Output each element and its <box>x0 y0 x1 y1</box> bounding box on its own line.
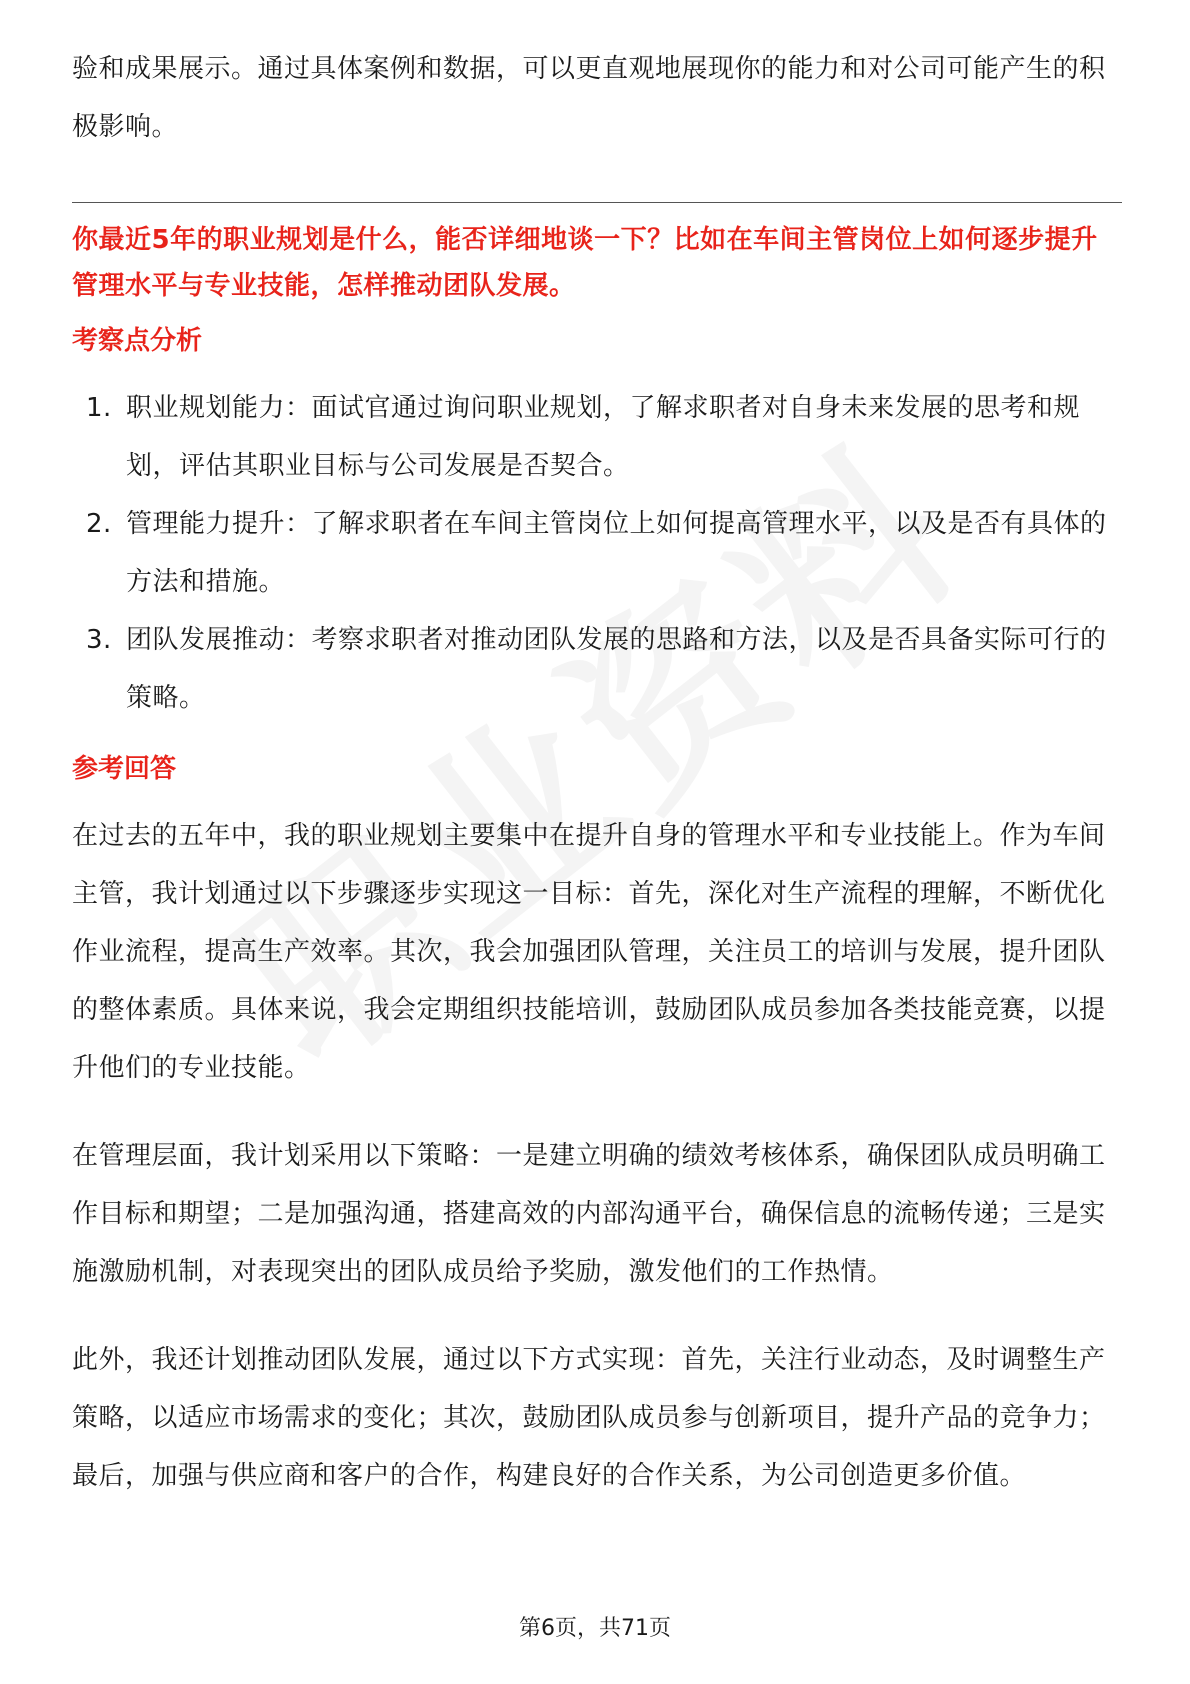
page-number: 第6页，共71页 <box>519 1616 671 1641</box>
answer-paragraph: 在管理层面，我计划采用以下策略：一是建立明确的绩效考核体系，确保团队成员明确工作目标和期望；二是加强沟通，搭建高效的内部沟通平台，确保信息的流畅传递；三是实施激励机制，对表现突出的团队成员给予奖励，激发他们的工作热情。 <box>72 1141 1106 1287</box>
page-content <box>72 40 1122 1535</box>
intro-paragraph: 验和成果展示。通过具体案例和数据，可以更直观地展现你的能力和对公司可能产生的积极影响。 <box>72 54 1106 142</box>
answer-heading: 参考回答 <box>72 754 177 784</box>
answer-paragraph: 在过去的五年中，我的职业规划主要集中在提升自身的管理水平和专业技能上。作为车间主管，我计划通过以下步骤逐步实现这一目标：首先，深化对生产流程的理解，不断优化作业流程，提高生产效率。其次，我会加强团队管理，关注员工的培训与发展，提升团队的整体素质。具体来说，我会定期组织技能培训，鼓励团队成员参加各类技能竞赛，以提升他们的专业技能。 <box>72 821 1106 1083</box>
answer-paragraph: 此外，我还计划推动团队发展，通过以下方式实现：首先，关注行业动态，及时调整生产策略，以适应市场需求的变化；其次，鼓励团队成员参与创新项目，提升产品的竞争力；最后，加强与供应商和客户的合作，构建良好的合作关系，为公司创造更多价值。 <box>72 1345 1106 1491</box>
analysis-text: 职业规划能力：面试官通过询问职业规划，了解求职者对自身未来发展的思考和规划，评估其职业目标与公司发展是否契合。 <box>126 393 1081 481</box>
analysis-text: 团队发展推动：考察求职者对推动团队发展的思路和方法，以及是否具备实际可行的策略。 <box>126 625 1107 713</box>
section-divider <box>72 202 1122 203</box>
analysis-text: 管理能力提升：了解求职者在车间主管岗位上如何提高管理水平，以及是否有具体的方法和措施。 <box>126 509 1107 597</box>
analysis-item <box>72 495 1122 611</box>
analysis-heading: 考察点分析 <box>72 326 203 356</box>
analysis-item <box>72 379 1122 495</box>
analysis-list <box>72 379 1122 727</box>
list-number: 1. <box>86 393 112 423</box>
analysis-item <box>72 611 1122 727</box>
interview-question: 你最近5年的职业规划是什么，能否详细地谈一下？比如在车间主管岗位上如何逐步提升管理水平与专业技能，怎样推动团队发展。 <box>72 225 1098 301</box>
list-number: 2. <box>86 509 112 539</box>
list-number: 3. <box>86 625 112 655</box>
